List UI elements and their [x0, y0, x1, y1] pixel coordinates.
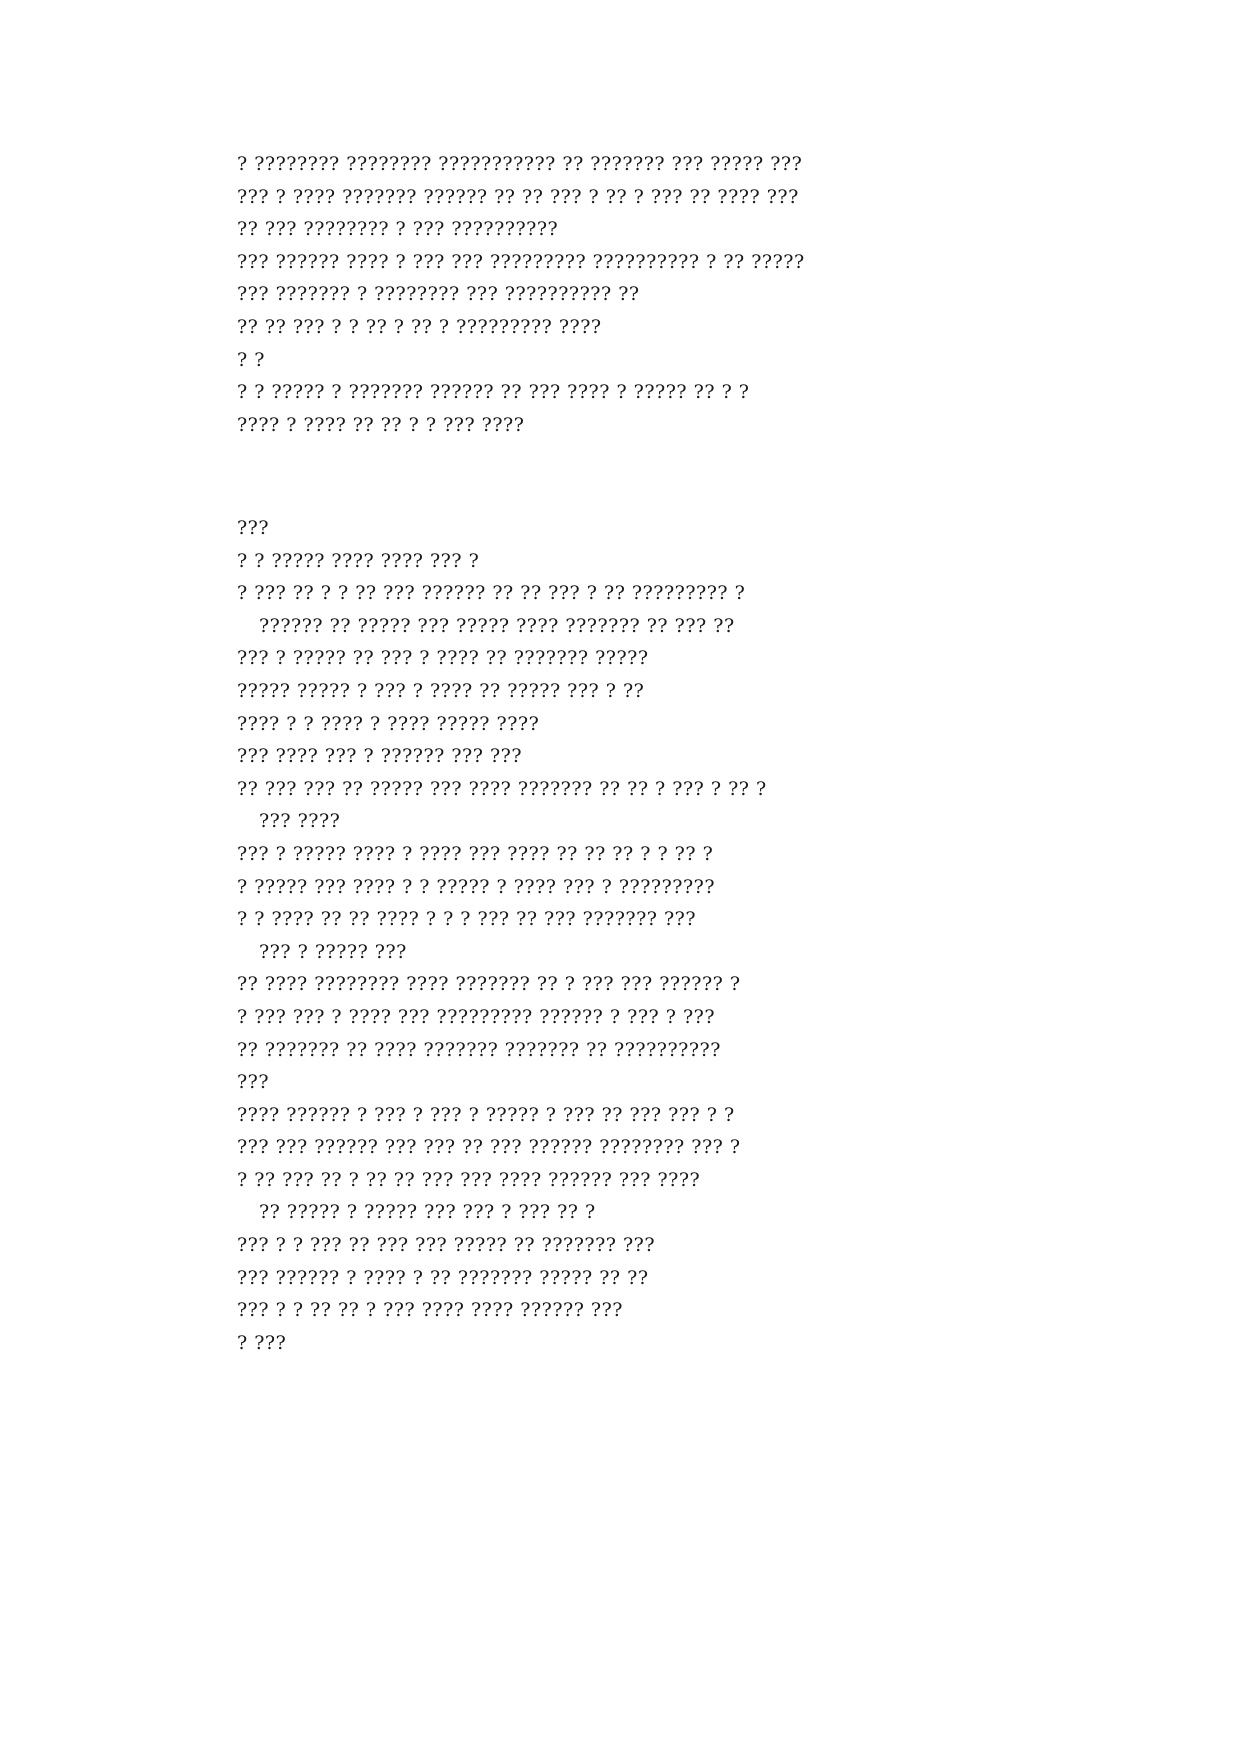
text-line: ???	[237, 1071, 270, 1094]
text-line: ???? ?????? ? ??? ? ??? ? ????? ? ??? ?? ??? ??? ? ?	[237, 1103, 735, 1126]
text-line: ???? ? ???? ?? ?? ? ? ??? ????	[237, 413, 525, 436]
text-line: ??? ??????? ? ???????? ??? ?????????? ??	[237, 283, 640, 306]
text-line: ??? ? ????? ???	[259, 940, 407, 963]
text-line: ???	[237, 517, 270, 539]
text-line: ?? ???? ???????? ???? ??????? ?? ? ??? ??? ?????? ?	[237, 973, 741, 996]
text-line: ??? ??? ?????? ??? ??? ?? ??? ?????? ???????? ??? ?	[237, 1136, 741, 1159]
text-line: ???? ? ? ???? ? ???? ????? ????	[237, 712, 540, 735]
text-block-1	[237, 148, 1007, 441]
text-line: ??? ? ???? ??????? ?????? ?? ?? ??? ? ?? ? ??? ?? ???? ???	[237, 185, 799, 208]
text-line: ? ? ????? ? ??????? ?????? ?? ??? ???? ? ????? ?? ? ?	[237, 381, 750, 404]
text-line: ? ? ???? ?? ?? ???? ? ? ? ??? ?? ??? ??????? ???	[237, 908, 697, 931]
text-line: ??? ???? ??? ? ?????? ??? ???	[237, 745, 523, 768]
text-line: ??? ? ????? ?? ??? ? ???? ?? ??????? ?????	[237, 647, 649, 670]
text-line: ??? ????	[259, 810, 341, 833]
text-block-2	[237, 512, 1007, 1359]
text-line: ? ????? ??? ???? ? ? ????? ? ???? ??? ? ?????????	[237, 875, 716, 898]
text-line: ??? ? ? ?? ?? ? ??? ???? ???? ?????? ???	[237, 1299, 623, 1322]
text-line: ??? ? ????? ???? ? ???? ??? ???? ?? ?? ?? ? ? ?? ?	[237, 842, 714, 865]
text-line: ??? ?????? ???? ? ??? ??? ????????? ?????????? ? ?? ?????	[237, 250, 805, 273]
text-line: ? ?? ??? ?? ? ?? ?? ??? ??? ???? ?????? ??? ????	[237, 1168, 701, 1191]
text-line: ??? ? ? ??? ?? ??? ??? ????? ?? ??????? ???	[237, 1234, 656, 1257]
text-line: ? ???????? ???????? ??????????? ?? ??????? ??? ????? ???	[237, 153, 803, 175]
text-line: ????? ????? ? ??? ? ???? ?? ????? ??? ? ??	[237, 679, 645, 702]
text-line: ? ??? ?? ? ? ?? ??? ?????? ?? ?? ??? ? ?? ????????? ?	[237, 582, 746, 605]
text-line: ? ??? ??? ? ???? ??? ????????? ?????? ? ??? ? ???	[237, 1005, 716, 1028]
text-line: ?? ????? ? ????? ??? ??? ? ??? ?? ?	[259, 1201, 596, 1224]
text-line: ?? ??? ???????? ? ??? ??????????	[237, 218, 559, 241]
text-line: ? ? ????? ???? ???? ??? ?	[237, 549, 480, 572]
text-line: ?? ?? ??? ? ? ?? ? ?? ? ????????? ????	[237, 315, 602, 338]
text-line: ??? ?????? ? ???? ? ?? ??????? ????? ?? ??	[237, 1266, 649, 1289]
text-line: ? ???	[237, 1331, 287, 1354]
text-line: ?? ??? ??? ?? ????? ??? ???? ??????? ?? ?? ? ??? ? ?? ?	[237, 777, 767, 800]
text-line: ?? ??????? ?? ???? ??????? ??????? ?? ??????????	[237, 1038, 721, 1061]
text-line: ? ?	[237, 348, 265, 371]
text-line: ?????? ?? ????? ??? ????? ???? ??????? ?? ??? ??	[259, 614, 735, 637]
